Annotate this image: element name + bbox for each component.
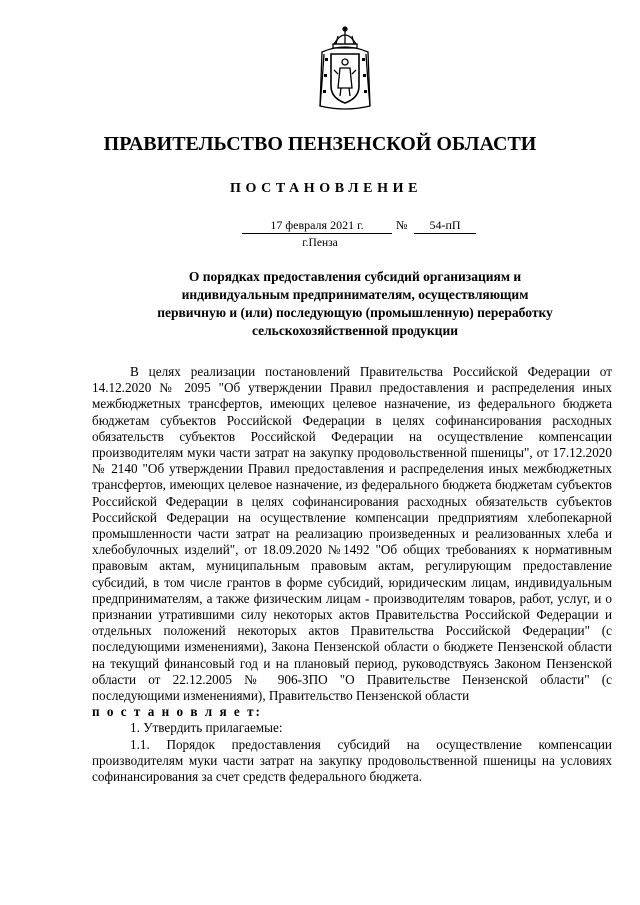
government-title: ПРАВИТЕЛЬСТВО ПЕНЗЕНСКОЙ ОБЛАСТИ bbox=[103, 133, 537, 155]
document-subject: О порядках предоставления субсидий организациям и индивидуальным предпринимателям, осуществляющим первичную и (или) последующую (промышленную) переработку сельскохозяйственной продукции bbox=[157, 269, 553, 338]
item-1-1: 1.1. Порядок предоставления субсидий на осуществление компенсации производителям муки части затрат на закупку продовольственной пшеницы на условиях софинансирования за счет средств федерального бюджета. bbox=[92, 736, 612, 785]
resolves-line: п о с т а н о в л я е т: bbox=[92, 704, 262, 720]
document-date: 17 февраля 2021 г. bbox=[242, 218, 392, 234]
coat-of-arms-icon bbox=[316, 24, 374, 112]
document-meta bbox=[0, 218, 640, 234]
document-type: ПОСТАНОВЛЕНИЕ bbox=[229, 181, 423, 196]
document-number: 54-пП bbox=[414, 218, 476, 234]
number-sign: № bbox=[396, 218, 408, 232]
document-body bbox=[92, 364, 612, 785]
preamble-paragraph: В целях реализации постановлений Правительства Российской Федерации от 14.12.2020 № 2095 "Об утверждении Правил предоставления и распределения иных межбюджетных трансфертов, имеющих целевое назначение, из федерального бюджета бюджетам субъектов Российской Федерации в целях софинансирования расходных обязательств субъектов Российской Федерации на осуществление компенсации производителям муки части затрат на закупку продовольственной пшеницы", от 17.12.2020 № 2140 "Об утверждении Правил предоставления и распределения иных межбюджетных трансфертов, имеющих целевое назначение, из федерального бюджета бюджетам субъектов Российской Федерации в целях софинансирования расходных обязательств субъектов Российской Федерации на осуществление компенсации предприятиям хлебопекарной промышленности части затрат на реализацию произведенных и реализованных хлеба и хлебобулочных изделий", от 18.09.2020 №1492 "Об общих требованиях к нормативным правовым актам, муниципальным правовым актам, регулирующим предоставление субсидий, в том числе грантов в форме субсидий, юридическим лицам, индивидуальным предпринимателям, а также физическим лицам - производителям товаров, работ, услуг, и о признании утратившими силу некоторых актов Правительства Российской Федерации и отдельных положений некоторых актов Правительства Российской Федерации" (с последующими изменениями), Закона Пензенской области о бюджете Пензенской области на текущий финансовый год и на плановый период, руководствуясь Законом Пензенской области от 22.12.2005 № 906-ЗПО "О Правительстве Пензенской области" (с последующими изменениями), Правительство Пензенской области bbox=[92, 364, 612, 704]
city: г.Пенза bbox=[302, 237, 338, 249]
item-1: 1. Утвердить прилагаемые: bbox=[130, 720, 283, 736]
